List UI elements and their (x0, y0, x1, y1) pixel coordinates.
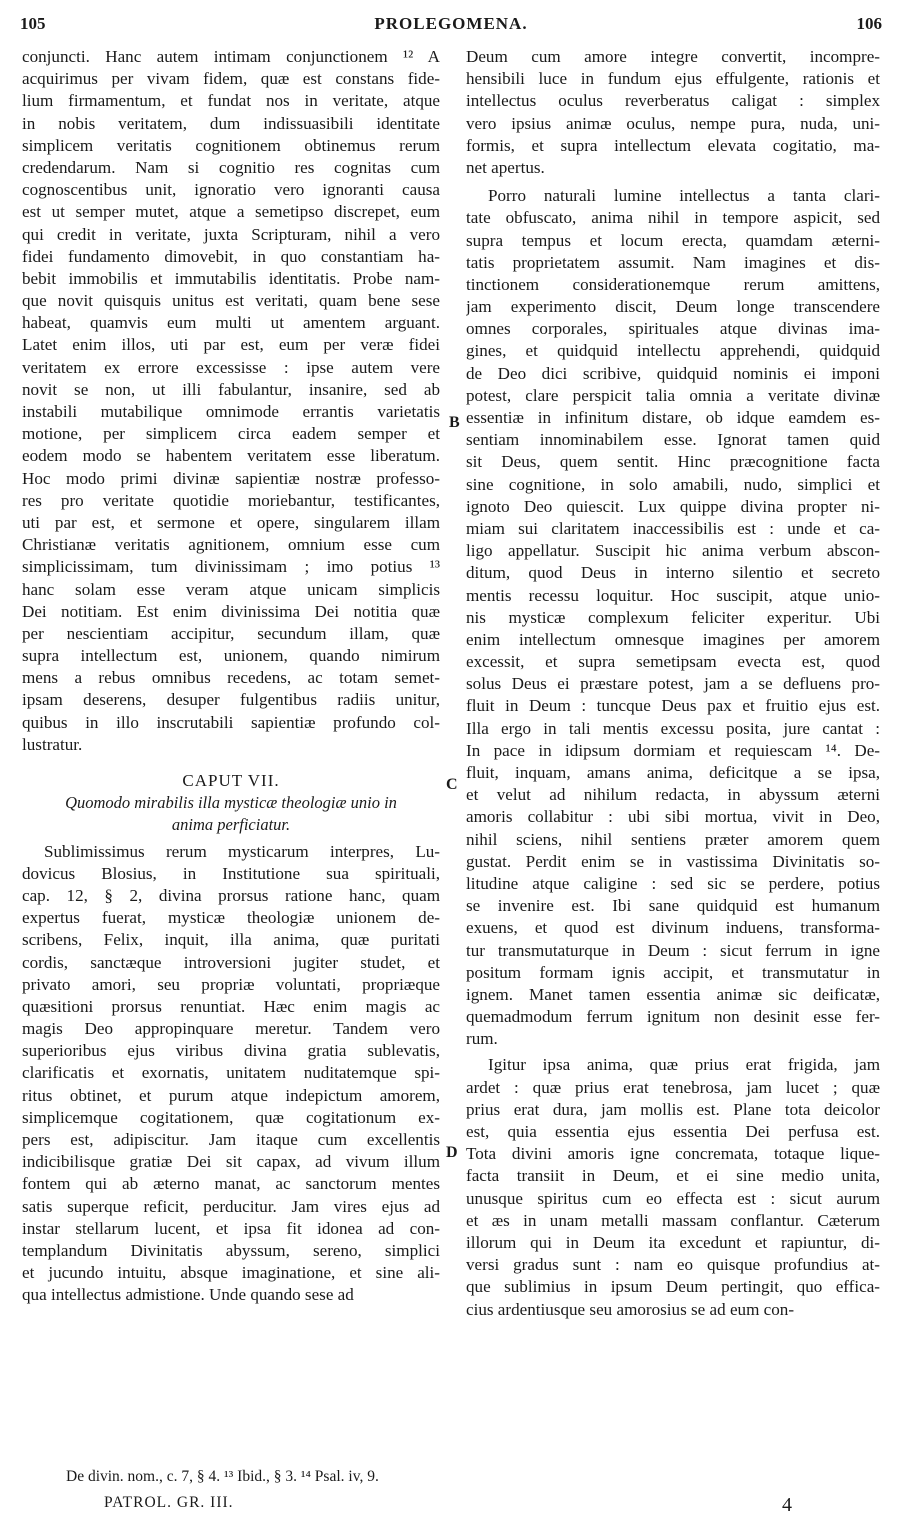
text-line: quemadmodum ferrum ignitum non desinit esse fer- (466, 1007, 880, 1027)
text-line: hanc solam esse veram atque unicam simplicis (22, 579, 440, 599)
text-line: sentiam innominabilem esse. Ignorat tamen quid (466, 430, 880, 450)
text-line: quibus in illo inscrutabili sapientiæ profundo col- (22, 712, 440, 732)
text-line: que sublimius in ipsum Deum pertingit, quo effica- (466, 1277, 880, 1297)
text-line: ardet : quæ prius erat tenebrosa, jam lucet ; quæ (466, 1077, 880, 1097)
footer-source: PATROL. GR. III. (104, 1494, 234, 1511)
text-line: Deum cum amore integre convertit, incompre- (466, 47, 880, 66)
text-line: dovicus Blosius, in Institutione sua spirituali, (22, 863, 440, 883)
text-line: est, quia essentia ejus essentia Dei perfusa est. (466, 1122, 880, 1141)
text-line: clarificatis et exornatis, unitatem nuditatemque spi- (22, 1063, 440, 1083)
text-line: enim intellectum omnesque imagines per amorem (466, 629, 880, 649)
text-line: net apertus. (466, 157, 545, 177)
text-line: ipsam deserens, desuper fulgentibus radiis unitur, (22, 690, 440, 710)
text-line: pers est, adipiscitur. Jam itaque cum excellentis (22, 1130, 440, 1149)
text-line: litudine atque caligine : sed sic se perdere, potius (466, 873, 880, 893)
text-line: Igitur ipsa anima, quæ prius erat frigida, jam (488, 1055, 880, 1075)
text-line: bebit immobilis et immutabilis identitatis. Probe nam- (22, 268, 440, 288)
text-line: privato amori, seu propriæ voluntati, propriæque (22, 974, 440, 994)
signature-mark: 4 (782, 1494, 792, 1516)
text-line: uti par est, et sermone et opere, singularem illam (22, 512, 440, 532)
footnotes: De divin. nom., c. 7, § 4. ¹³ Ibid., § 3. ¹⁴ Psal. iv, 9. (66, 1468, 379, 1485)
text-line: instabili mutabilique omnimode errantis varietatis (22, 402, 440, 421)
text-line: motione, per simplicem circa eadem semper et (22, 424, 440, 444)
text-line: expertus fuerat, mysticæ theologiæ unionem de- (22, 908, 440, 928)
left-column (22, 46, 440, 1307)
text-line: Illa ergo in tali mentis excessu posita, jure cantat : (466, 718, 880, 738)
text-line: ignoto Deo quiescit. Lux quippe divina propter ni- (466, 496, 880, 516)
text-line: omnes corporales, spirituales atque divinas ima- (466, 319, 880, 339)
text-line: potest, clare perspicit talia omnia a veritate divinæ (466, 385, 880, 405)
text-line: tur transmutaturque in Deum : sicut ferrum in igne (466, 940, 880, 960)
text-line: sine cognitione, in solo amabili, nudo, simplici et (466, 474, 880, 494)
text-line: fontem qui ab æterno manat, ac sanctorum mentes (22, 1174, 440, 1194)
text-line: credendarum. Nam si cognitio res cognitas cum (22, 157, 440, 177)
running-title: PROLEGOMENA. (374, 14, 528, 33)
running-header (20, 14, 882, 38)
text-line: prius erat dura, jam mollis est. Plane tota deicolor (466, 1099, 880, 1119)
text-line: nis mysticæ complexum feliciter experitur. Ubi (466, 607, 880, 627)
text-line: versi gradus sunt : nam eo quisque profundius at- (466, 1255, 880, 1275)
text-line: tatis proprietatem assumit. Nam imagines et dis- (466, 252, 880, 272)
text-line: et æs in unam metalli massam conflantur. Cæterum (466, 1210, 880, 1230)
text-line: gustat. Perdit enim se in vastissima Divinitatis so- (466, 851, 880, 871)
text-line: cordis, sanctæque introversioni jugiter studet, et (22, 952, 440, 972)
text-line: de Deo dici scribive, quidquid nominis ei imponi (466, 363, 880, 383)
left-text-block-1 (22, 46, 440, 756)
chapter-subtitle-line-1: Quomodo mirabilis illa mysticæ theologiæ unio in (65, 793, 397, 813)
text-line: Latet enim illos, uti par est, eum per veræ fidei (22, 335, 440, 355)
text-line: instar stellarum lucent, et ipsa fit idonea ad con- (22, 1218, 440, 1238)
text-line: nihil sciens, nihil sentiens præter amorem quem (466, 829, 880, 849)
right-text-block-3 (466, 1054, 880, 1320)
text-line: Tota divini amoris igne concremata, totaque lique- (466, 1144, 880, 1164)
margin-letter-b: B (449, 414, 460, 431)
text-line: qui credit in veritate, juxta Scripturam, nihil a vero (22, 224, 440, 244)
text-line: Dei notitiam. Est enim divinissima Dei notitia quæ (22, 601, 440, 621)
text-line: ligo appellatur. Suscipit hic anima verbum abscon- (466, 541, 880, 561)
text-line: fidei fundamento dimovebit, in quo constantiam ha- (22, 246, 440, 266)
text-line: solus Deus ei præstare potest, jam a se defluens pro- (466, 674, 880, 694)
text-line: illorum qui in Deum ita excedunt et rapiuntur, di- (466, 1232, 880, 1252)
text-line: mens a rebus omnibus recedens, ac totam semet- (22, 668, 440, 688)
text-line: mentis recessu loquitur. Hoc suscipit, atque unio- (466, 585, 880, 605)
chapter-title: CAPUT VII. (182, 771, 280, 790)
text-line: templandum Divinitatis abyssum, sereno, simplici (22, 1240, 440, 1260)
left-text-block-2 (22, 841, 440, 1307)
text-line: per nescientiam accipitur, secundum illam, quæ (22, 623, 440, 643)
text-line: sit Deus, quem sentit. Hinc præcognitione facta (466, 452, 880, 472)
text-line: positum formam ignis accipit, et transmutatur in (466, 962, 880, 982)
text-line: In pace in idipsum dormiam et requiescam ¹⁴. De- (466, 740, 880, 760)
text-line: Christianæ veritatis agnitionem, omnium esse cum (22, 535, 440, 555)
text-line: conjuncti. Hanc autem intimam conjunctionem ¹² A (22, 47, 440, 66)
page-number-left: 105 (20, 14, 46, 33)
text-line: eodem modo se habentem veritatem esse liberatum. (22, 446, 440, 466)
text-line: cius ardentiusque seu amorosius se ad eum con- (466, 1299, 795, 1319)
text-line: res pro veritate quotidie moriebantur, testificantes, (22, 490, 440, 510)
margin-letter-d: D (446, 1144, 458, 1161)
right-column (466, 46, 880, 1321)
text-line: scribens, Felix, inquit, illa anima, quæ puritati (22, 930, 440, 950)
text-line: facta transiit in Deum, et ei sine medio unita, (466, 1166, 880, 1186)
text-line: se invenire est. Ibi sane quidquid est humanum (466, 896, 880, 916)
text-line: vero ipsius animæ oculus, nempe pura, nuda, uni- (466, 113, 880, 133)
text-line: satis superque reficit, perducitur. Jam vires ejus ad (22, 1196, 440, 1216)
text-line: magis Deo appropinquare meretur. Tandem vero (22, 1019, 440, 1039)
text-line: simplicemque cogitationem, quæ cogitationum ex- (22, 1107, 440, 1127)
chapter-subtitle-line-2: anima perficiatur. (171, 815, 291, 835)
text-line: hensibili luce in fundum ejus effulgente, rationis et (466, 69, 880, 89)
text-line: excessit, et supra semetipsam evecta est, quod (466, 652, 880, 672)
text-line: tate obfuscato, anima nihil in tempore aspicit, sed (466, 208, 880, 228)
text-line: veritatem ex errore excessisse : ipse autem vere (22, 357, 440, 377)
right-text-block-2 (466, 185, 880, 1050)
text-line: Sublimissimus rerum mysticarum interpres, Lu- (44, 841, 440, 861)
text-line: supra tempus et locum erecta, quamdam æterni- (466, 230, 880, 250)
text-line: lium firmamentum, et fundat nos in veritate, atque (22, 91, 440, 111)
text-line: Porro naturali lumine intellectus a tanta clari- (488, 186, 880, 206)
text-line: fluit, inquam, amans anima, deficitque a se ipsa, (466, 763, 880, 782)
text-line: in nobis veritatem, dum indissuasibili identitate (22, 113, 440, 133)
text-line: amoris collabitur : ubi sibi mortua, vivit in Deo, (466, 807, 880, 827)
text-line: lustratur. (22, 734, 83, 754)
text-line: qua intellectus admistione. Unde quando sese ad (22, 1285, 354, 1305)
text-line: que novit quisquis unitus est veritati, quam bene sese (22, 291, 440, 311)
text-line: superioribus ejus viribus divina gratia sublevatis, (22, 1041, 440, 1061)
text-line: et jucundo intuitu, absque imaginatione, et sine ali- (22, 1263, 440, 1283)
text-line: tinctionem considerationemque rerum amittens, (466, 274, 880, 294)
text-line: est ut semper mutet, atque a semetipso discrepet, eum (22, 202, 440, 222)
text-line: simplicem veritatis cognitionem obtinemus rerum (22, 135, 440, 155)
text-line: habeat, quamvis eum multi ut amentem arguant. (22, 313, 440, 333)
text-line: intellectus oculus reverberatus caligat : simplex (466, 91, 880, 111)
text-line: Hoc modo primi divinæ sapientiæ nostræ professo- (22, 468, 440, 488)
text-line: cap. 12, § 2, divina prorsus ratione hanc, quam (22, 885, 440, 905)
margin-letter-c: C (446, 776, 458, 793)
text-line: cognoscentibus unit, ignoratio vero ignoranti causa (22, 180, 440, 200)
text-line: indicibilisque gratiæ Dei sit capax, ad vivum illum (22, 1152, 440, 1172)
text-line: fluit in Deum : tuncque Deus pax et fruitio ejus est. (466, 696, 880, 716)
text-line: formis, et supra intellectum elevata cogitatio, ma- (466, 135, 880, 155)
text-line: exuens, et quod est divinum induens, transforma- (466, 918, 880, 938)
text-line: ditum, quod Deus in interno silentio et secreto (466, 563, 880, 583)
text-line: acquirimus per vivam fidem, quæ est constans fide- (22, 69, 440, 89)
text-line: ignem. Manet tamen essentia animæ sic deificatæ, (466, 984, 880, 1004)
page-number-right: 106 (856, 14, 882, 33)
text-line: essentiæ in infinitum distare, ob idque eamdem es- (466, 408, 880, 427)
text-line: et velut ad nihilum redacta, in abyssum æterni (466, 785, 880, 805)
text-line: quæsitioni prorsus renuntiat. Hæc enim magis ac (22, 996, 440, 1016)
text-line: simplicissimam, tum divinissimam ; imo potius ¹³ (22, 557, 440, 577)
text-line: unusque spiritus cum eo effecta est : sicut aurum (466, 1188, 880, 1208)
text-line: ritus obtinet, et purum atque indepictum amorem, (22, 1085, 440, 1105)
text-line: rum. (466, 1029, 498, 1049)
text-line: miam sui claritatem inaccessibilis est : unde et ca- (466, 518, 880, 538)
text-line: novit se non, ut illi fabulantur, insanire, sed ab (22, 379, 440, 399)
text-line: jam experimento discit, Deum longe transcendere (466, 297, 880, 317)
text-line: gines, et quidquid intellectu apprehendi, quidquid (466, 341, 880, 361)
right-text-block-1 (466, 46, 880, 179)
text-line: supra intellectum est, unionem, quando nimirum (22, 646, 440, 666)
